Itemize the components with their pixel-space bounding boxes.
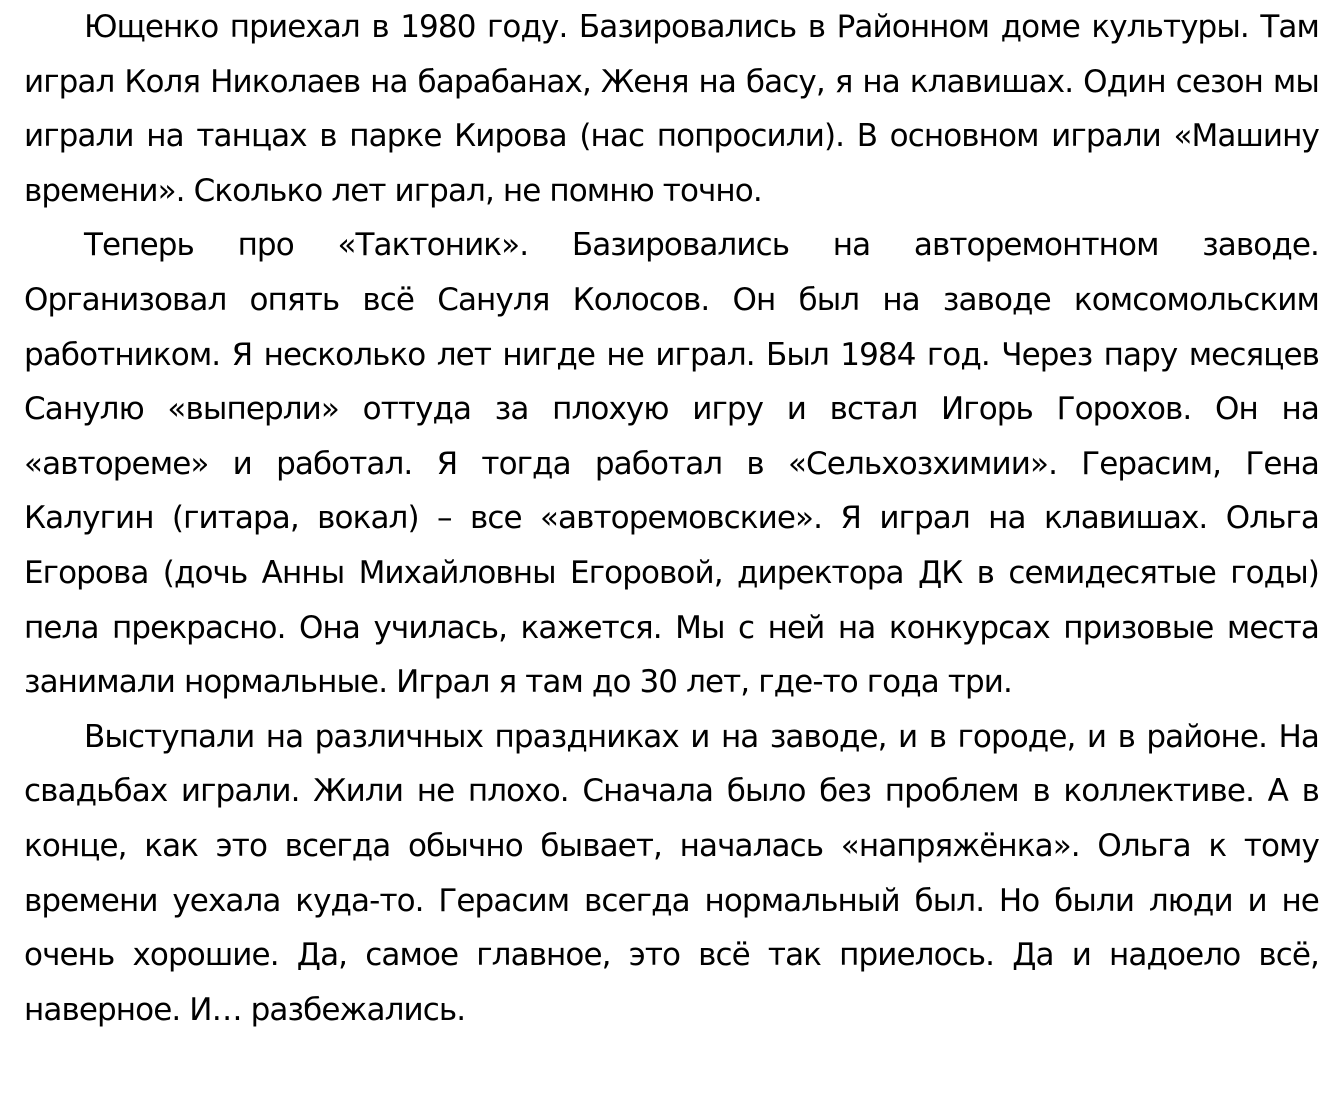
paragraph-1: Ющенко приехал в 1980 году. Базировались в Районном доме культуры. Там играл Коля Николаев на барабанах, Женя на басу, я на клавишах. Один сезон мы играли на танцах в парке Кирова (нас попросили). В основном играли «Машину времени». Сколько лет играл, не помню точно. <box>24 9 1319 209</box>
paragraph-2: Теперь про «Тактоник». Базировались на авторемонтном заводе. Организовал опять всё Сануля Колосов. Он был на заводе комсомольским работником. Я несколько лет нигде не играл. Был 1984 год. Через пару месяцев Санулю «выперли» оттуда за плохую игру и встал Игорь Горохов. Он на «автореме» и работал. Я тогда работал в «Сельхозхимии». Герасим, Гена Калугин (гитара, вокал) – все «авторемовские». Я играл на клавишах. Ольга Егорова (дочь Анны Михайловны Егоровой, директора ДК в семидесятые годы) пела прекрасно. Она училась, кажется. Мы с ней на конкурсах призовые места занимали нормальные. Играл я там до 30 лет, где-то года три. <box>24 227 1319 701</box>
document-page <box>24 0 1319 1037</box>
paragraph-3: Выступали на различных праздниках и на заводе, и в городе, и в районе. На свадьбах играли. Жили не плохо. Сначала было без проблем в коллективе. А в конце, как это всегда обычно бывает, началась «напряжёнка». Ольга к тому времени уехала куда-то. Герасим всегда нормальный был. Но были люди и не очень хорошие. Да, самое главное, это всё так приелось. Да и надоело всё, наверное. И… разбежались. <box>24 718 1319 1028</box>
